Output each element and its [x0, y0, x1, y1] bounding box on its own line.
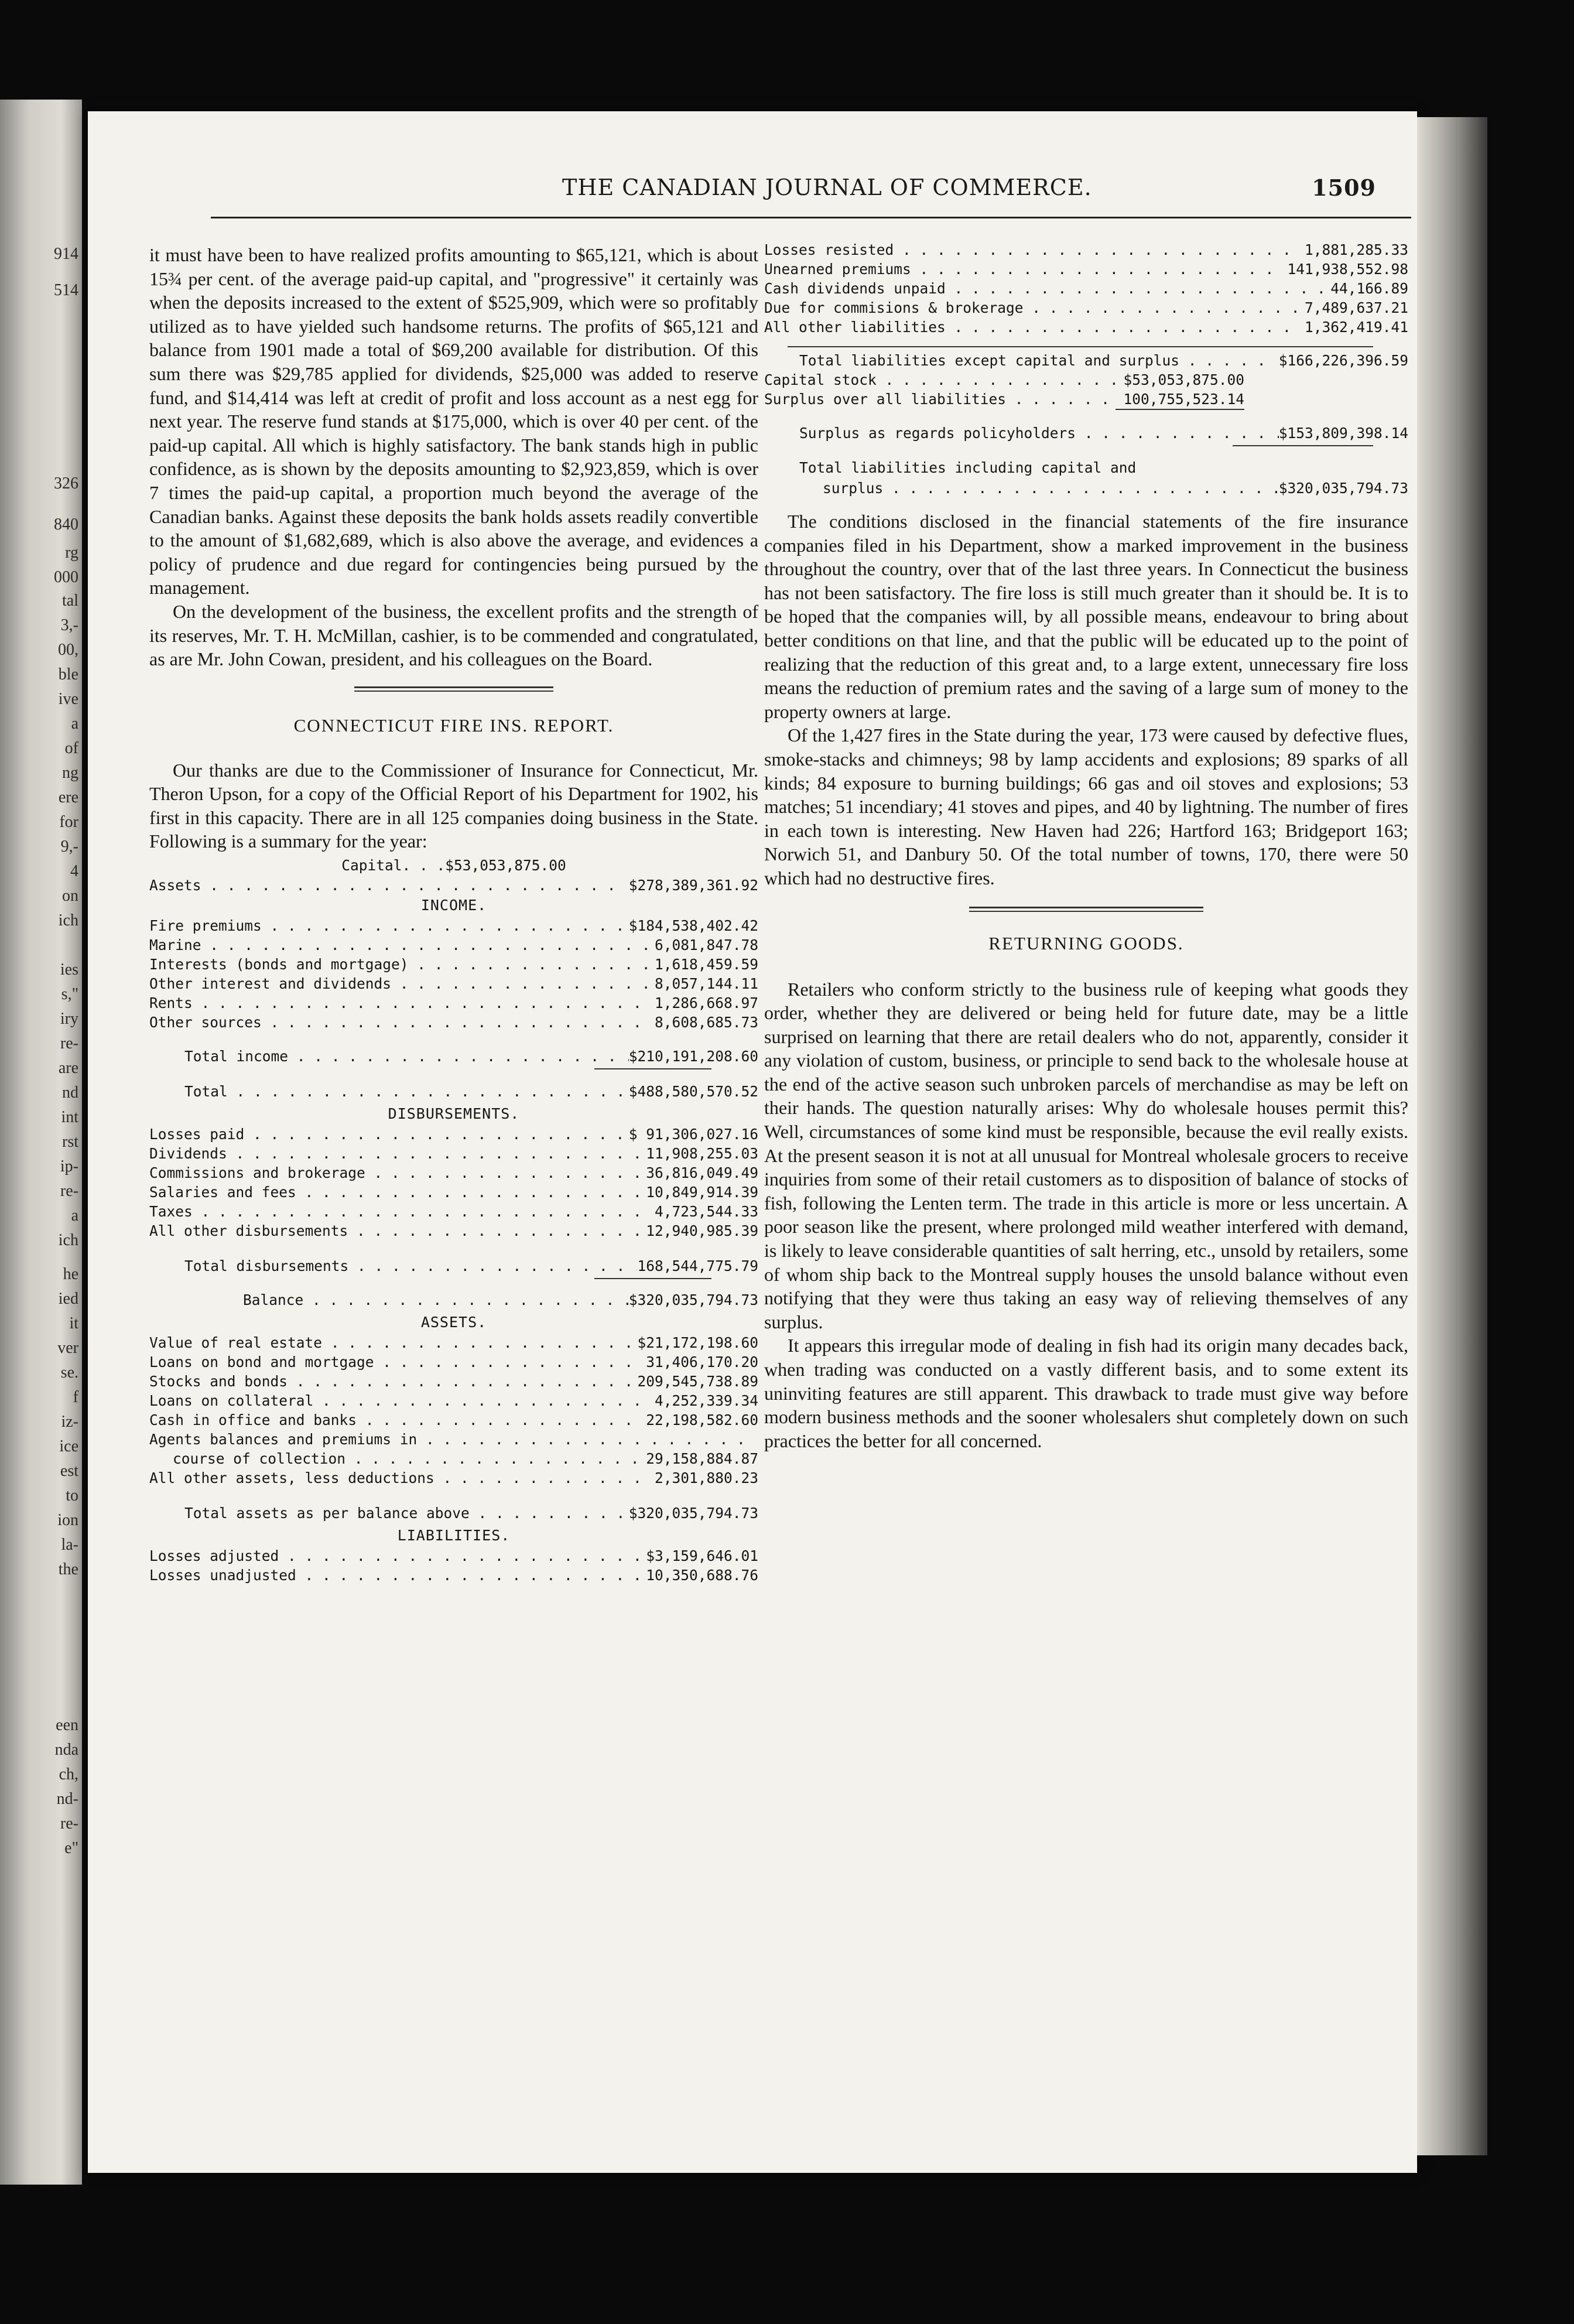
facing-page-fragment: 840 — [54, 515, 78, 534]
section-divider — [969, 907, 1203, 912]
income-row: Rents . . . 1,286,668.97 — [149, 993, 758, 1013]
facing-page-fragment: are — [58, 1059, 78, 1077]
capital-line: Capital. . .$53,053,875.00 — [341, 857, 566, 874]
total-liabilities-incl-label: Total liabilities including capital and — [799, 459, 1137, 476]
disbursement-row: Dividends . . . 11,908,255.03 — [149, 1144, 758, 1163]
total-income-row: Total income . . . $210,191,208.60 — [149, 1045, 758, 1068]
left-column — [149, 243, 758, 1585]
facing-page-fragment: ies — [60, 961, 78, 979]
facing-page-fragment: ich — [58, 911, 78, 929]
disbursements-heading: DISBURSEMENTS. — [388, 1105, 520, 1123]
capital-stock-row: Capital stock . . . $53,053,875.00 — [764, 370, 1244, 389]
journal-title: THE CANADIAN JOURNAL OF COMMERCE. — [562, 175, 1092, 200]
returning-goods-paragraph: Retailers who conform strictly to the business rule of keeping what goods they order, whether they are delivered or being held for future date, may be a little surprised on learning that there are retail dealers who do not, apparently, consider it any violation of custom, business, or principle to send back to the wholesale house at the end of the active season such unbroken parcels of merchandise as may be left on their hands. The question naturally arises: Why do wholesale houses permit this? Well, circumstances of some kind must be responsible, because the evil really exists. At the present season it is not at all unusual for Montreal wholesale grocers to receive inquiries from some of their retail customers as to disposition of balance of stocks of fish, following the Lenten term. The trade in this article is more or less uncertain. A poor season like the present, where prolonged mild weather interfered with demand, is likely to leave considerable quantities of salt herring, etc., unsold by retailers, some of whom ship back to the Montreal supply houses the unsold balance without even notifying that they were thus taking an easy way of relieving themselves of any surplus. — [764, 978, 1408, 1332]
page-edge-shadow — [1417, 117, 1487, 2155]
total-disbursements-row: Total disbursements . . . 168,544,775.79 — [149, 1255, 758, 1278]
liability-row: Cash dividends unpaid . . . 44,166.89 — [764, 279, 1408, 298]
facing-page-fragment: nd — [62, 1084, 78, 1102]
facing-page-fragment: 000 — [54, 568, 78, 586]
conditions-paragraph: The conditions disclosed in the financial statements of the fire insurance companies filed in his Department, show a marked improvement in the business throughout the country, over that of the last three years. In Connecticut the business has not been satisfactory. The fire loss is still much greater than it should be. It is to be hoped that the companies will, by all possible means, endeavour to bring about better conditions on that line, and that the public will be educated up to the point of realizing that the reduction of this great and, to a large extent, unnecessary fire loss means the reduction of premium rates and the saving of a large sum of money to the property owners at large. — [764, 511, 1408, 722]
disbursement-row: Losses paid . . . $ 91,306,027.16 — [149, 1125, 758, 1144]
disbursement-row: Salaries and fees . . . 10,849,914.39 — [149, 1182, 758, 1202]
facing-page-fragment: 00, — [58, 641, 78, 659]
balance-row: Balance . . . $320,035,794.73 — [149, 1289, 758, 1312]
liability-row: Losses adjusted . . . $3,159,646.01 — [149, 1546, 758, 1566]
facing-page-fragment: the — [58, 1560, 78, 1578]
connecticut-intro: Our thanks are due to the Commissioner of Insurance for Connecticut, Mr. Theron Upson, for a copy of the Official Report of his Department for 1902, his first in this capacity. There are in all 125 companies doing business in the State. Following is a summary for the year: — [149, 759, 758, 852]
facing-page-fragment: 326 — [54, 474, 78, 493]
facing-page-fragment: int — [61, 1108, 78, 1126]
facing-page-fragment: se. — [60, 1363, 78, 1382]
facing-page-fragment: to — [66, 1486, 78, 1505]
total-assets-row: Total assets as per balance above . . . $320,035,794.73 — [149, 1502, 758, 1525]
facing-page-fragment: ive — [58, 690, 78, 708]
asset-row: Value of real estate . . . $21,172,198.60 — [149, 1333, 758, 1352]
asset-row: Stocks and bonds . . . 209,545,738.89 — [149, 1372, 758, 1391]
bank-paragraph: it must have been to have realized profits amounting to $65,121, which is about 15¾ per cent. of the average paid-up capital, and "progressive" it certainly was when the deposits increased to the extent of $525,909, which were so profitably utilized as to have yielded such handsome returns. The profits of $65,121 and balance from 1901 made a total of $69,200 available for distribution. Of this sum there was $29,785 applied for dividends, $25,000 was added to reserve fund, and $14,414 was left at credit of profit and loss account as a nest egg for next year. The reserve fund stands at $175,000, which is over 40 per cent. of the paid-up capital. All which is highly satisfactory. The bank stands high in public confidence, as is shown by the deposits amounting to $2,923,859, which is over 7 times the paid-up capital, a proportion much beyond the average of the Canadian banks. Against these deposits the bank holds assets readily convertible to the amount of $1,682,689, which is also above the average, and evidences a policy of prudence and due regard for contingencies being pursued by the management. — [149, 244, 758, 599]
facing-page-fragment: a — [71, 1207, 78, 1225]
facing-page-fragment: ng — [62, 764, 78, 782]
section-heading-returning-goods: RETURNING GOODS. — [988, 932, 1184, 953]
asset-row: All other assets, less deductions . . . 2,301,880.23 — [149, 1468, 758, 1488]
facing-page-fragment: s," — [61, 985, 78, 1003]
facing-page-fragment: re- — [60, 1034, 78, 1052]
asset-row: Agents balances and premiums in . . . — [149, 1430, 758, 1449]
facing-page-fragment: e" — [64, 1839, 78, 1857]
facing-page-fragment: he — [63, 1265, 78, 1283]
liability-row: Losses unadjusted . . . 10,350,688.76 — [149, 1566, 758, 1585]
facing-page-fragment: ion — [57, 1511, 78, 1529]
asset-row: course of collection . . . 29,158,884.87 — [149, 1449, 758, 1468]
returning-goods-paragraph: It appears this irregular mode of dealing in fish had its origin many decades back, when trading was conducted on a vastly different basis, and to some extent its uninviting features are still apparent. This drawback to trade must give way before modern business methods and the sooner wholesalers shut completely down on such practices the better for all concerned. — [764, 1335, 1408, 1451]
facing-page-fragment: 514 — [54, 281, 78, 299]
facing-page-fragment: ied — [58, 1290, 78, 1308]
facing-page-fragment: nd- — [56, 1790, 78, 1808]
asset-row: Loans on collateral . . . 4,252,339.34 — [149, 1391, 758, 1410]
income-row: Interests (bonds and mortgage) . . . 1,618,459.59 — [149, 955, 758, 974]
facing-page-fragment: 914 — [54, 245, 78, 263]
document-page — [88, 111, 1417, 2173]
facing-page-fragment: 9,- — [60, 838, 78, 856]
disbursement-row: All other disbursements . . . 12,940,985.39 — [149, 1221, 758, 1240]
facing-page-fragment: re- — [60, 1814, 78, 1833]
facing-page-fragment: a — [71, 715, 78, 733]
facing-page-fragment: iz- — [61, 1413, 78, 1431]
liability-row: Unearned premiums . . . 141,938,552.98 — [764, 259, 1408, 279]
surplus-policyholders-row: Surplus as regards policyholders . . . $153,809,398.14 — [764, 422, 1408, 445]
facing-page-fragment: rst — [62, 1133, 78, 1151]
facing-page-fragment: rg — [65, 544, 78, 562]
surplus-over-row: Surplus over all liabilities . . . 100,755,523.14 — [764, 389, 1244, 409]
asset-row: Cash in office and banks . . . 22,198,582.60 — [149, 1410, 758, 1430]
liability-row: All other liabilities . . . 1,362,419.41 — [764, 317, 1408, 337]
income-row: Fire premiums . . . $184,538,402.42 — [149, 916, 758, 935]
section-heading-connecticut: CONNECTICUT FIRE INS. REPORT. — [293, 715, 614, 736]
fires-paragraph: Of the 1,427 fires in the State during the year, 173 were caused by defective flues, smoke-stacks and chimneys; 98 by lamp accidents and explosions; 89 sparks of all kinds; 84 exposure to burning buildings; 66 gas and oil stoves and explosions; 53 matches; 51 incendiary; 41 stoves and pipes, and 40 by lightning. The number of fires in each town is interesting. New Haven had 226; Hartford 163; Bridgeport 163; Norwich 51, and Danbury 50. Of the total number of towns, 170, there were 50 which had no destructive fires. — [764, 724, 1408, 888]
total-liabilities-incl-row: surplus . . . $320,035,794.73 — [764, 478, 1408, 499]
facing-page-fragment: nda — [54, 1741, 78, 1759]
facing-page-fragment: est — [60, 1462, 78, 1480]
income-row: Marine . . . 6,081,847.78 — [149, 935, 758, 955]
total-row: Total . . . $488,580,570.52 — [149, 1080, 758, 1103]
asset-row: Loans on bond and mortgage . . . 31,406,170.20 — [149, 1352, 758, 1372]
facing-page-fragment: ch, — [59, 1765, 78, 1783]
liabilities-heading: LIABILITIES. — [397, 1527, 511, 1544]
facing-page-fragment: tal — [62, 592, 78, 610]
facing-page-fragment: ble — [58, 665, 78, 683]
income-row: Other interest and dividends . . . 8,057,144.11 — [149, 974, 758, 993]
income-row: Other sources . . . 8,608,685.73 — [149, 1013, 758, 1032]
liability-row: Due for commisions & brokerage . . . 7,489,637.21 — [764, 298, 1408, 317]
facing-page-fragment: 3,- — [60, 616, 78, 634]
facing-page-fragment: een — [56, 1716, 78, 1734]
page-header — [439, 175, 1376, 210]
facing-page-fragment: for — [59, 813, 78, 831]
facing-page-fragment: ice — [59, 1437, 78, 1455]
assets-heading: ASSETS. — [420, 1314, 487, 1331]
facing-page-fragment: la- — [61, 1536, 78, 1554]
facing-page-edge — [0, 100, 82, 2185]
facing-page-fragment: ip- — [60, 1157, 78, 1175]
facing-page-fragment: ere — [58, 788, 78, 806]
disbursement-row: Taxes . . . 4,723,544.33 — [149, 1202, 758, 1221]
facing-page-fragment: iry — [60, 1010, 78, 1028]
facing-page-fragment: ich — [58, 1231, 78, 1249]
facing-page-fragment: ver — [57, 1339, 78, 1357]
right-column — [764, 240, 1408, 1452]
section-divider — [354, 686, 553, 692]
income-heading: INCOME. — [420, 897, 487, 914]
header-rule — [211, 217, 1411, 218]
facing-page-fragment: on — [62, 887, 78, 905]
facing-page-fragment: f — [73, 1388, 78, 1406]
facing-page-fragment: re- — [60, 1182, 78, 1200]
facing-page-fragment: of — [64, 739, 78, 757]
facing-page-fragment: it — [69, 1314, 78, 1332]
facing-page-fragment: 4 — [70, 862, 78, 880]
disbursement-row: Commissions and brokerage . . . 36,816,049.49 — [149, 1163, 758, 1182]
bank-paragraph: On the development of the business, the excellent profits and the strength of its reserves, Mr. T. H. McMillan, cashier, is to be commended and congratulated, as are Mr. John Cowan, president, and his colleagues on the Board. — [149, 600, 758, 670]
assets-summary-row: Assets . . . $278,389,361.92 — [149, 876, 758, 895]
page-number: 1509 — [1312, 175, 1376, 201]
total-liabilities-except-row: Total liabilities except capital and surplus . . . $166,226,396.59 — [764, 351, 1408, 370]
liability-row: Losses resisted . . . 1,881,285.33 — [764, 240, 1408, 259]
